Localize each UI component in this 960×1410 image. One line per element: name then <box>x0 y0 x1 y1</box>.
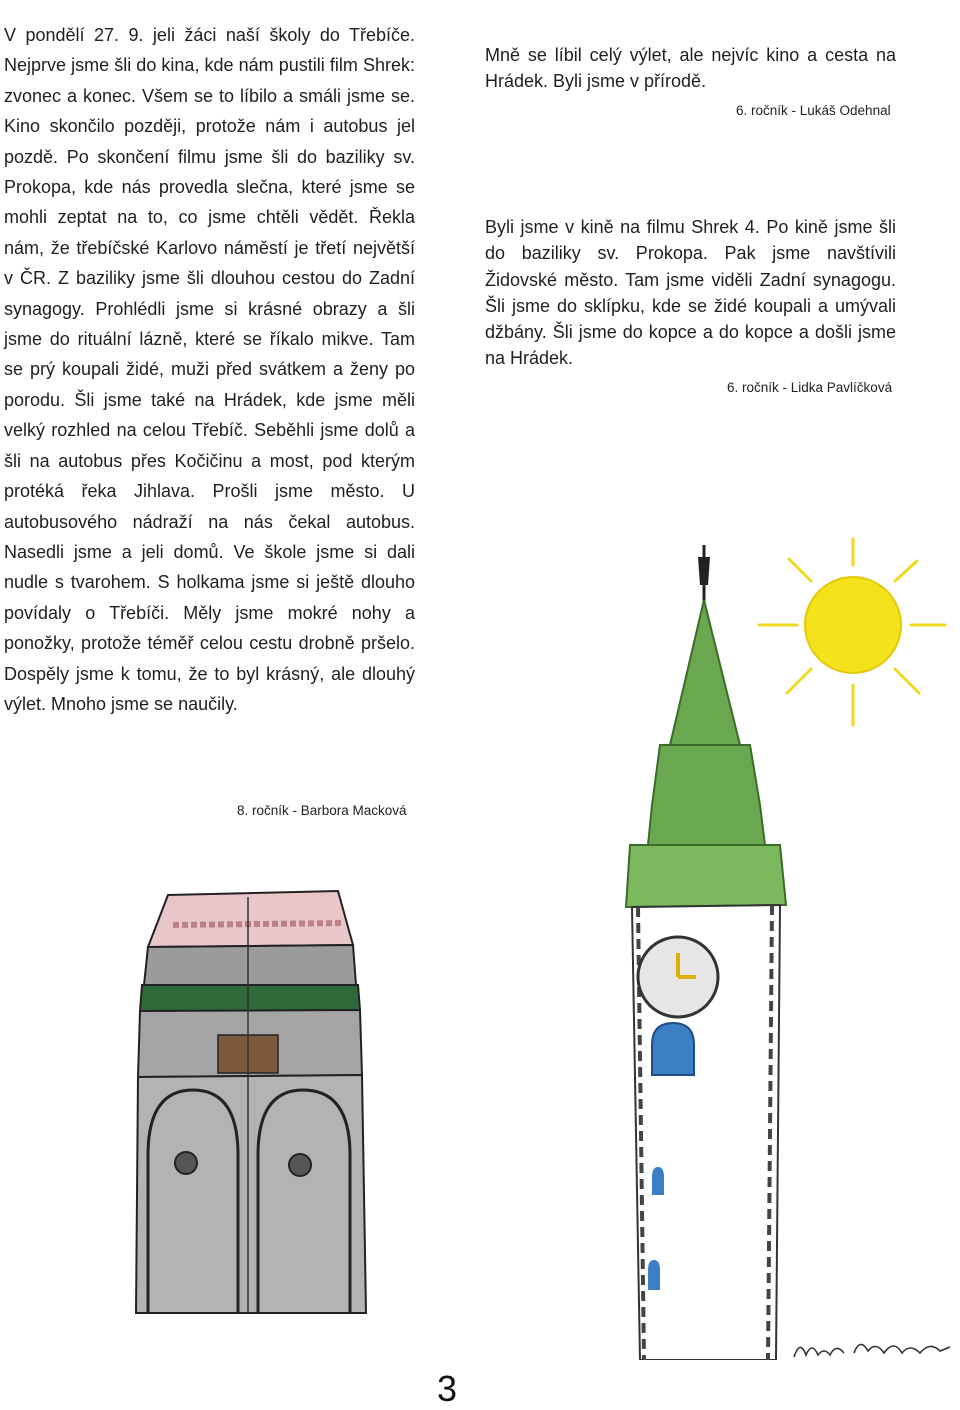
synagogue-drawing <box>128 885 368 1315</box>
tower-dome <box>648 745 765 845</box>
synagogue-left-rosette <box>175 1152 197 1174</box>
tower-window-large <box>652 1023 694 1075</box>
tower-window-small-1 <box>652 1167 664 1195</box>
author-signature-lukas: 6. ročník - Lukáš Odehnal <box>736 103 891 118</box>
article-text-lukas: Mně se líbil celý výlet, ale nejvíc kino a cesta na Hrádek. Byli jsme v přírodě. <box>485 45 896 92</box>
author-signature-barbora: 8. ročník - Barbora Macková <box>237 803 407 818</box>
page-number: 3 <box>437 1368 458 1409</box>
tower-spire <box>670 600 740 745</box>
artist-signature-scrawl <box>790 1333 955 1363</box>
synagogue-green-band <box>140 985 360 1011</box>
synagogue-upper-band <box>144 945 356 985</box>
tower-drawing <box>590 545 790 1360</box>
article-text-barbora: V pondělí 27. 9. jeli žáci naší školy do Třebíče. Nejprve jsme šli do kina, kde nám pustili film Shrek: zvonec a konec. Všem se to líbilo a smáli jsme se. Kino skončilo později, protože nám i autobus jel pozdě. Po skončení filmu jsme šli do baziliky sv. Prokopa, kde nás provedla slečna, které jsme se mohli zeptat na to, co jsme chtěli vědět. Řekla nám, že třebíčské Karlovo náměstí je třetí největší v ČR. Z baziliky jsme šli dlouhou cestou do Zadní synagogy. Prohlédli jsme si krásné obrazy a šli jsme do rituální lázně, které se říkalo mikve. Tam se prý koupali židé, muži před svátkem a ženy po porodu. Šli jsme také na Hrádek, kde jsme měli velký rozhled na celou Třebíč. Seběhli jsme dolů a šli na autobus přes Kočičinu a most, pod kterým protéká řeka Jihlava. Prošli jsme město. U autobusového nádraží na nás čekal autobus. Nasedli jsme a jeli domů. Ve škole jsme si dali nudle s tvarohem. S holkama jsme si ještě dlouho povídaly o Třebíči. Měly jsme mokré nohy a ponožky, protože téměř celou cestu drobně pršelo. Dospěly jsme k tomu, že to byl krásný, ale dlouhý výlet. Mnoho jsme se naučily. <box>4 25 415 714</box>
tower-window-small-2 <box>648 1260 660 1290</box>
synagogue-right-rosette <box>289 1154 311 1176</box>
synagogue-facade <box>136 1075 366 1313</box>
synagogue-roof <box>148 891 353 947</box>
article-text-lidka: Byli jsme v kině na filmu Shrek 4. Po kině jsme šli do baziliky sv. Prokopa. Pak jsme navštívili Židovské město. Tam jsme viděli Zadní synagogu. Šli jsme do sklípku, kde se židé koupali a umývali džbány. Šli jsme do kopce a do kopce a došli jsme na Hrádek. <box>485 217 896 369</box>
sun-disc <box>805 577 901 673</box>
author-signature-lidka: 6. ročník - Lidka Pavlíčková <box>727 380 893 395</box>
